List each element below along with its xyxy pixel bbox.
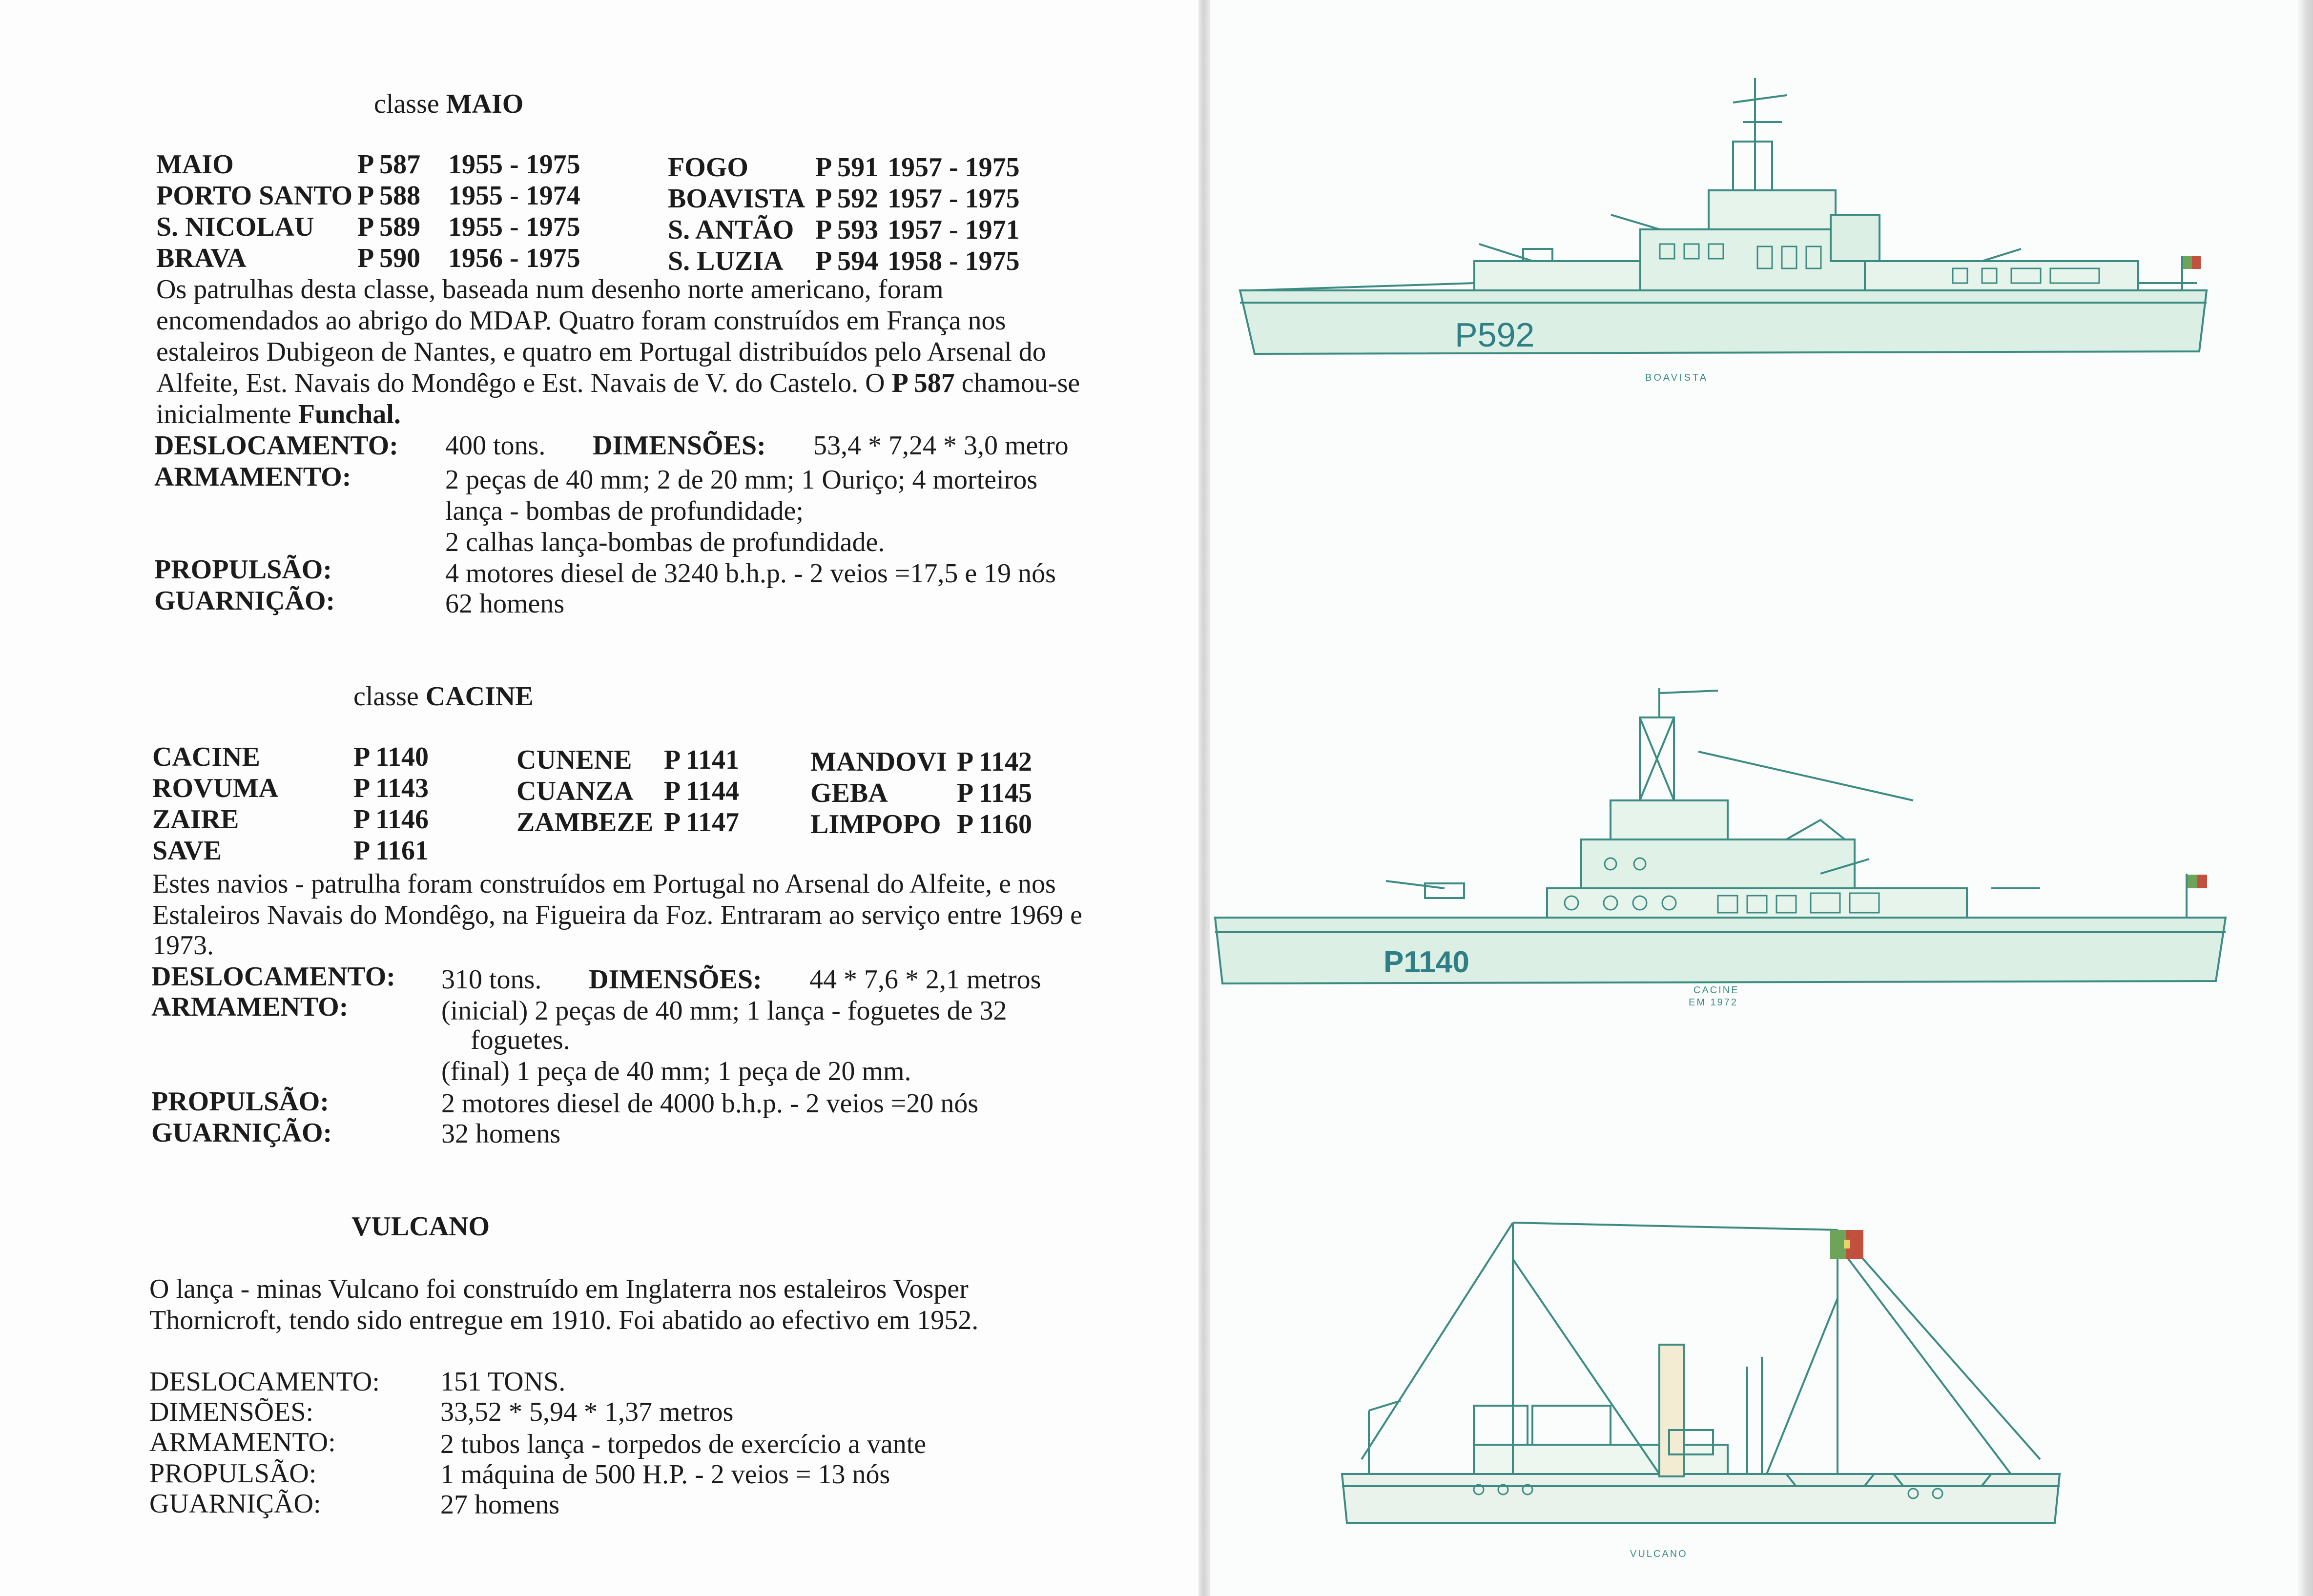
- hull-number: P592: [1455, 316, 1535, 354]
- spec-label-crew: GUARNIÇÃO:: [154, 586, 335, 616]
- spec-label-propulsion: PROPULSÃO:: [154, 554, 332, 585]
- heading-name: MAIO: [446, 89, 524, 119]
- spec-dimensions: 44 * 7,6 * 2,1 metros: [809, 964, 1041, 995]
- vulcano-ship-drawing: [1327, 1201, 2108, 1562]
- desc-line: estaleiros Dubigeon de Nantes, e quatro em Portugal distribuídos pelo Arsenal do: [156, 337, 1046, 367]
- spec-label-armament: ARMAMENTO:: [149, 1427, 336, 1457]
- spec-label-displacement: DESLOCAMENTO:: [151, 962, 395, 992]
- ship-name: BOAVISTA: [668, 184, 805, 214]
- desc-line: 1973.: [152, 930, 214, 961]
- ship-name: BRAVA: [156, 243, 247, 273]
- spec-armament-line: (final) 1 peça de 40 mm; 1 peça de 20 mm.: [441, 1056, 911, 1086]
- maio-heading: [374, 89, 523, 119]
- desc-line: encomendados ao abrigo do MDAP. Quatro foram construídos em França nos: [156, 306, 1006, 336]
- ship-pennant: P 592: [815, 184, 879, 214]
- drawing-caption: CACINE: [1693, 985, 1739, 996]
- ship-pennant: P 1145: [957, 778, 1033, 808]
- spec-dimensions: 33,52 * 5,94 * 1,37 metros: [440, 1397, 734, 1427]
- spec-label-dimensions: DIMENSÕES:: [149, 1397, 314, 1427]
- ship-pennant: P 1161: [353, 836, 429, 866]
- ship-pennant: P 587: [357, 149, 421, 180]
- ship-years: 1955 - 1974: [448, 181, 580, 211]
- spec-crew: 27 homens: [440, 1490, 560, 1520]
- ship-pennant: P 1140: [353, 742, 429, 772]
- spec-crew: 32 homens: [441, 1119, 561, 1149]
- ship-name: CUANZA: [516, 776, 634, 806]
- desc-line: O lança - minas Vulcano foi construído em Inglaterra nos estaleiros Vosper: [149, 1274, 969, 1304]
- desc-pennant: P 587: [891, 368, 955, 398]
- ship-years: 1955 - 1975: [448, 212, 580, 242]
- desc-line: [156, 368, 1080, 398]
- boavista-ship-drawing: [1220, 68, 2216, 390]
- ship-name: SAVE: [152, 836, 222, 866]
- hull: [1342, 1474, 2060, 1523]
- ship-name: S. ANTÃO: [668, 215, 794, 245]
- spec-armament-line: 2 calhas lança-bombas de profundidade.: [445, 527, 885, 557]
- desc-text: chamou-se: [961, 368, 1080, 398]
- drawing-caption: BOAVISTA: [1645, 372, 1709, 383]
- spec-label-armament: ARMAMENTO:: [154, 462, 351, 492]
- hull: [1215, 918, 2226, 983]
- spec-dimensions: 53,4 * 7,24 * 3,0 metro: [813, 430, 1069, 461]
- desc-former-name: Funchal.: [298, 399, 401, 430]
- ship-pennant: P 594: [815, 246, 879, 276]
- ship-name: S. LUZIA: [668, 246, 784, 276]
- ship-name: ROVUMA: [152, 773, 279, 803]
- spec-label-armament: ARMAMENTO:: [151, 992, 349, 1022]
- spec-label-dimensions: DIMENSÕES:: [589, 964, 762, 995]
- spec-displacement: 400 tons.: [445, 430, 546, 461]
- spec-label-crew: GUARNIÇÃO:: [149, 1489, 321, 1519]
- cacine-heading: [353, 681, 534, 712]
- ship-name: FOGO: [668, 152, 748, 183]
- drawing-caption: EM 1972: [1689, 997, 1738, 1008]
- ship-name: LIMPOPO: [810, 809, 941, 839]
- ship-pennant: P 591: [815, 152, 879, 183]
- ship-years: 1957 - 1971: [888, 215, 1020, 245]
- spec-label-propulsion: PROPULSÃO:: [151, 1086, 329, 1117]
- hull-number: P1140: [1384, 945, 1469, 979]
- desc-text: inicialmente: [156, 399, 291, 430]
- ship-pennant: P 1144: [664, 776, 740, 806]
- ship-pennant: P 1146: [353, 804, 429, 835]
- spec-propulsion: 2 motores diesel de 4000 b.h.p. - 2 veios =20 nós: [441, 1088, 979, 1119]
- spec-displacement: 151 TONS.: [440, 1367, 566, 1397]
- ship-pennant: P 1142: [957, 747, 1033, 777]
- heading-prefix: classe: [353, 681, 419, 712]
- spec-armament: 2 tubos lança - torpedos de exercício a vante: [440, 1429, 927, 1459]
- ship-name: MAIO: [156, 149, 234, 180]
- desc-line: Estes navios - patrulha foram construídos em Portugal no Arsenal do Alfeite, e nos: [152, 869, 1056, 899]
- ship-pennant: P 590: [357, 243, 421, 273]
- spec-armament-line: (inicial) 2 peças de 40 mm; 1 lança - foguetes de 32: [441, 996, 1007, 1026]
- cacine-ship-drawing: [1210, 678, 2235, 1015]
- ship-name: GEBA: [810, 778, 888, 808]
- ship-pennant: P 588: [357, 181, 421, 211]
- desc-line: [156, 399, 401, 430]
- spec-label-displacement: DESLOCAMENTO:: [154, 430, 398, 461]
- spec-armament-line: foguetes.: [471, 1025, 570, 1055]
- ship-name: PORTO SANTO: [156, 181, 353, 211]
- ship-years: 1956 - 1975: [448, 243, 580, 273]
- spec-armament-line: lança - bombas de profundidade;: [445, 496, 804, 526]
- spec-displacement: 310 tons.: [441, 964, 542, 995]
- ship-pennant: P 1147: [664, 807, 740, 838]
- hull: [1240, 290, 2207, 354]
- ship-years: 1958 - 1975: [888, 246, 1020, 276]
- ship-name: S. NICOLAU: [156, 212, 314, 242]
- spec-propulsion: 4 motores diesel de 3240 b.h.p. - 2 veios =17,5 e 19 nós: [445, 558, 1056, 589]
- right-page: [1210, 0, 2313, 1596]
- ship-name: CUNENE: [516, 745, 632, 775]
- spec-label-dimensions: DIMENSÕES:: [593, 430, 766, 461]
- spec-label-crew: GUARNIÇÃO:: [151, 1118, 332, 1148]
- ship-pennant: P 1143: [353, 773, 429, 803]
- ship-name: MANDOVI: [810, 747, 947, 777]
- ship-name: ZAIRE: [152, 804, 239, 835]
- vulcano-heading: VULCANO: [351, 1211, 490, 1242]
- ship-pennant: P 589: [357, 212, 421, 242]
- drawing-caption: VULCANO: [1630, 1549, 1688, 1559]
- spec-propulsion: 1 máquina de 500 H.P. - 2 veios = 13 nós: [440, 1459, 890, 1490]
- desc-line: Estaleiros Navais do Mondêgo, na Figueira da Foz. Entraram ao serviço entre 1969 e: [152, 900, 1082, 930]
- ship-years: 1955 - 1975: [448, 149, 580, 180]
- spec-armament-line: 2 peças de 40 mm; 2 de 20 mm; 1 Ouriço; 4 morteiros: [445, 465, 1038, 495]
- ship-years: 1957 - 1975: [888, 184, 1020, 214]
- desc-line: Os patrulhas desta classe, baseada num desenho norte americano, foram: [156, 274, 944, 305]
- ship-name: ZAMBEZE: [516, 807, 654, 838]
- ship-years: 1957 - 1975: [888, 152, 1020, 183]
- heading-name: CACINE: [425, 681, 534, 712]
- spec-label-displacement: DESLOCAMENTO:: [149, 1367, 380, 1397]
- page-edge: [2296, 0, 2313, 1596]
- ship-name: CACINE: [152, 742, 260, 772]
- desc-line: Thornicroft, tendo sido entregue em 1910. Foi abatido ao efectivo em 1952.: [149, 1305, 979, 1335]
- desc-text: Alfeite, Est. Navais do Mondêgo e Est. Navais de V. do Castelo. O: [156, 368, 885, 398]
- ship-pennant: P 593: [815, 215, 879, 245]
- ship-pennant: P 1160: [957, 809, 1033, 839]
- ship-pennant: P 1141: [664, 745, 740, 775]
- spec-crew: 62 homens: [445, 589, 565, 619]
- spec-label-propulsion: PROPULSÃO:: [149, 1458, 317, 1489]
- book-gutter: [1198, 0, 1210, 1596]
- heading-prefix: classe: [374, 89, 439, 119]
